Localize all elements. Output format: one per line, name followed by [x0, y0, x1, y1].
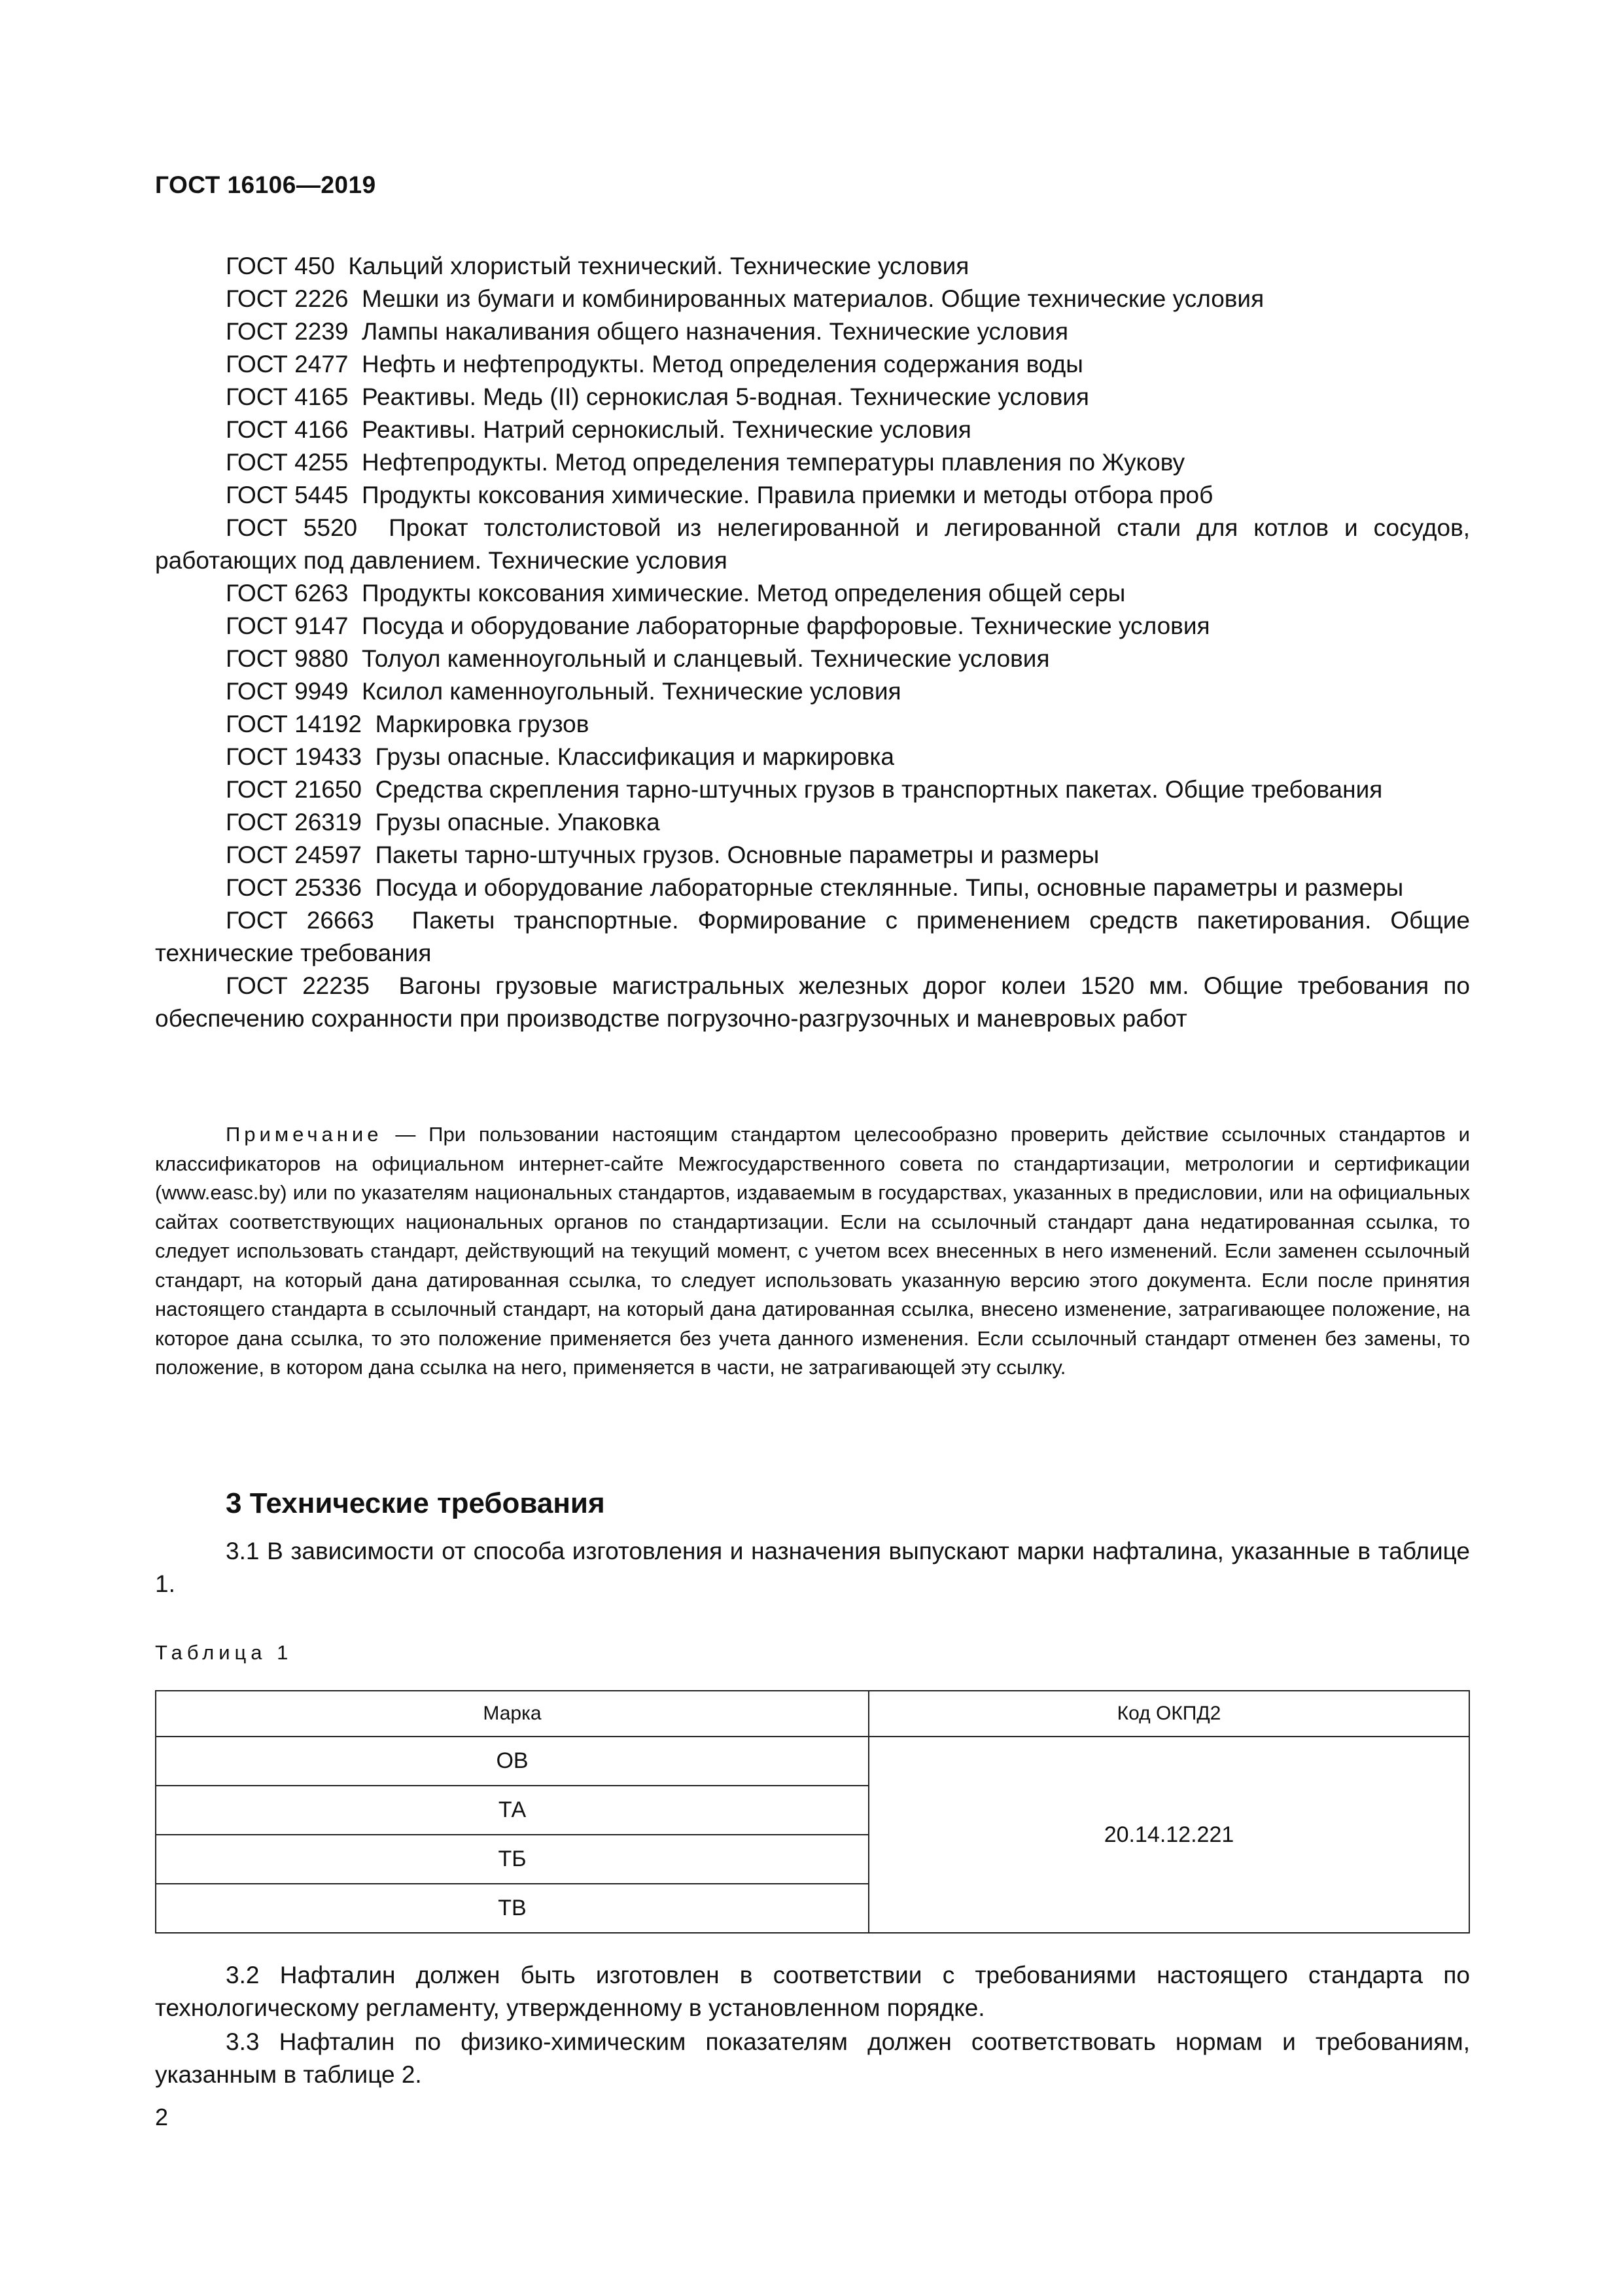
reference-code: ГОСТ 19433 — [226, 743, 362, 770]
reference-title: Пакеты транспортные. Формирование с применением средств пакетирования. Общие технические требования — [155, 907, 1470, 966]
table-header-code: Код ОКПД2 — [869, 1691, 1469, 1737]
note-text: — При пользовании настоящим стандартом целесообразно проверить действие ссылочных стандартов и классификаторов на официальном интернет-сайте Межгосударственного совета по стандартизации, метрологии и сертификации (www.easc.by) или по указателям национальных стандартов, издаваемым в государствах, указанных в предисловии, или на официальных сайтах соответствующих национальных органов по стандартизации. Если на ссылочный стандарт дана недатированная ссылка, то следует использовать стандарт, действующий на текущий момент, с учетом всех внесенных в него изменений. Если заменен ссылочный стандарт, на который дана датированная ссылка, то следует использовать указанную версию этого документа. Если после принятия настоящего стандарта в ссылочный стандарт, на который дана датированная ссылка, внесено изменение, затрагивающее положение, на которое дана ссылка, то это положение применяется без учета данного изменения. Если ссылочный стандарт отменен без замены, то положение, в котором дана ссылка на него, применяется в части, не затрагивающей эту ссылку. — [155, 1123, 1470, 1379]
reference-code: ГОСТ 4165 — [226, 383, 349, 410]
reference-title: Грузы опасные. Упаковка — [375, 809, 660, 836]
reference-code: ГОСТ 6263 — [226, 580, 349, 607]
table-header-row — [156, 1691, 1469, 1737]
reference-title: Посуда и оборудование лабораторные стеклянные. Типы, основные параметры и размеры — [375, 874, 1404, 901]
reference-title: Нефть и нефтепродукты. Метод определения содержания воды — [361, 351, 1083, 378]
reference-item — [155, 806, 1470, 839]
reference-title: Продукты коксования химические. Метод определения общей серы — [361, 580, 1126, 607]
reference-code: ГОСТ 9949 — [226, 678, 349, 705]
reference-code: ГОСТ 9880 — [226, 645, 349, 672]
reference-code: ГОСТ 5445 — [226, 482, 349, 508]
reference-item — [155, 381, 1470, 414]
reference-code: ГОСТ 9147 — [226, 612, 349, 639]
table-cell-mark: ТВ — [156, 1884, 869, 1933]
table-row — [156, 1737, 1469, 1786]
reference-title: Реактивы. Медь (II) сернокислая 5-водная. Технические условия — [361, 383, 1089, 410]
reference-code: ГОСТ 26319 — [226, 809, 362, 836]
table-cell-code: 20.14.12.221 — [869, 1737, 1469, 1933]
reference-code: ГОСТ 22235 — [226, 972, 370, 999]
reference-title: Мешки из бумаги и комбинированных материалов. Общие технические условия — [361, 285, 1265, 312]
reference-code: ГОСТ 4255 — [226, 449, 349, 476]
reference-title: Маркировка грузов — [375, 711, 589, 737]
reference-code: ГОСТ 4166 — [226, 416, 349, 443]
reference-item — [155, 348, 1470, 381]
reference-item — [155, 446, 1470, 479]
table-cell-mark: ТА — [156, 1786, 869, 1835]
reference-code: ГОСТ 5520 — [226, 514, 358, 541]
normative-references-list — [155, 250, 1470, 1035]
reference-title: Посуда и оборудование лабораторные фарфоровые. Технические условия — [361, 612, 1210, 639]
reference-item — [155, 283, 1470, 315]
reference-item — [155, 512, 1470, 577]
note-label: Примечание — [226, 1123, 383, 1146]
reference-item — [155, 675, 1470, 708]
reference-title: Вагоны грузовые магистральных железных дорог колеи 1520 мм. Общие требования по обеспечению сохранности при производстве погрузочно-разгрузочных и маневровых работ — [155, 972, 1471, 1032]
reference-item — [155, 315, 1470, 348]
paragraph-3-3: 3.3 Нафталин по физико-химическим показателям должен соответствовать нормам и требованиям, указанным в таблице 2. — [155, 2028, 1470, 2088]
reference-item — [155, 773, 1470, 806]
table-caption: Таблица 1 — [155, 1641, 293, 1664]
reference-title: Средства скрепления тарно-штучных грузов в транспортных пакетах. Общие требования — [375, 776, 1383, 803]
reference-title: Реактивы. Натрий сернокислый. Технические условия — [361, 416, 971, 443]
reference-item — [155, 839, 1470, 872]
table-1 — [155, 1690, 1470, 1934]
reference-item — [155, 610, 1470, 643]
reference-item — [155, 643, 1470, 675]
table-cell-mark: ТБ — [156, 1835, 869, 1884]
reference-title: Прокат толстолистовой из нелегированной и легированной стали для котлов и сосудов, работающих под давлением. Технические условия — [155, 514, 1471, 574]
reference-code: ГОСТ 21650 — [226, 776, 362, 803]
reference-title: Нефтепродукты. Метод определения температуры плавления по Жукову — [361, 449, 1185, 476]
page-number: 2 — [155, 2104, 169, 2130]
reference-item — [155, 872, 1470, 904]
note-block — [155, 1120, 1470, 1383]
reference-item — [155, 708, 1470, 741]
reference-code: ГОСТ 24597 — [226, 841, 362, 868]
reference-code: ГОСТ 450 — [226, 253, 335, 279]
reference-title: Кальций хлористый технический. Технические условия — [348, 253, 969, 279]
reference-item — [155, 479, 1470, 512]
reference-code: ГОСТ 26663 — [226, 907, 374, 934]
reference-title: Толуол каменноугольный и сланцевый. Технические условия — [361, 645, 1050, 672]
paragraph-3-2: 3.2 Нафталин должен быть изготовлен в соответствии с требованиями настоящего стандарта по технологическому регламенту, утвержденному в установленном порядке. — [155, 1962, 1470, 2021]
table-header-mark: Марка — [156, 1691, 869, 1737]
page-header: ГОСТ 16106—2019 — [155, 171, 376, 198]
reference-item — [155, 970, 1470, 1035]
note-paragraph — [155, 1120, 1470, 1383]
reference-code: ГОСТ 14192 — [226, 711, 362, 737]
reference-item — [155, 904, 1470, 970]
reference-item — [155, 250, 1470, 283]
reference-code: ГОСТ 2477 — [226, 351, 349, 378]
reference-title: Грузы опасные. Классификация и маркировка — [375, 743, 894, 770]
reference-code: ГОСТ 25336 — [226, 874, 362, 901]
reference-code: ГОСТ 2226 — [226, 285, 349, 312]
reference-item — [155, 741, 1470, 773]
reference-item — [155, 577, 1470, 610]
reference-title: Лампы накаливания общего назначения. Технические условия — [361, 318, 1068, 345]
reference-title: Ксилол каменноугольный. Технические условия — [361, 678, 901, 705]
reference-item — [155, 414, 1470, 446]
section-title: 3 Технические требования — [226, 1487, 605, 1519]
reference-code: ГОСТ 2239 — [226, 318, 349, 345]
paragraph-3-1: 3.1 В зависимости от способа изготовления и назначения выпускают марки нафталина, указанные в таблице 1. — [155, 1538, 1470, 1597]
table-cell-mark: ОВ — [156, 1737, 869, 1786]
reference-title: Продукты коксования химические. Правила приемки и методы отбора проб — [361, 482, 1213, 508]
reference-title: Пакеты тарно-штучных грузов. Основные параметры и размеры — [375, 841, 1100, 868]
